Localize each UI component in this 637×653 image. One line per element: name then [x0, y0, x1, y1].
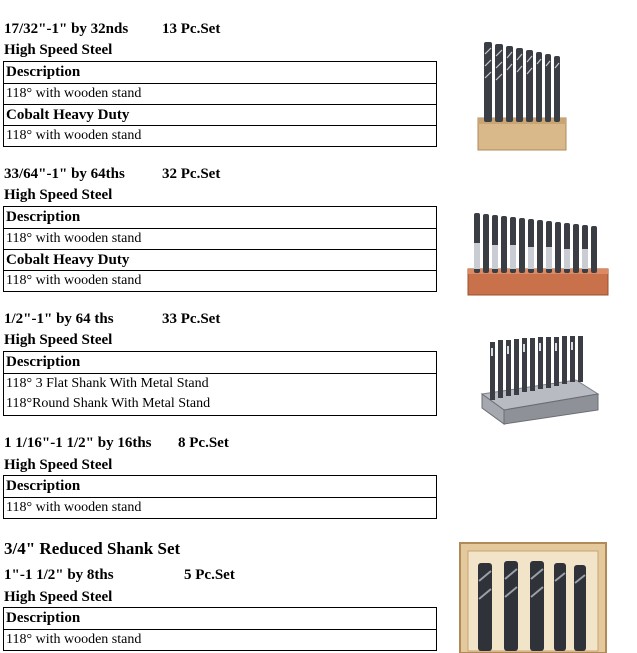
table-row: 118°Round Shank With Metal Stand: [6, 396, 211, 411]
set-piece-count: 33 Pc.Set: [162, 311, 221, 327]
table-header-description: Description: [6, 610, 81, 626]
set-size-title: [4, 20, 221, 38]
table-header-description: Description: [6, 209, 81, 225]
material-label: High Speed Steel: [4, 332, 113, 348]
spec-table: [3, 351, 437, 416]
set-size: 1 1/16"-1 1/2" by 16ths: [4, 435, 152, 451]
table-header-description: Description: [6, 478, 81, 494]
set-size-title: [4, 310, 221, 328]
set-piece-count: 8 Pc.Set: [178, 435, 229, 451]
set-piece-count: 32 Pc.Set: [162, 166, 221, 182]
spec-table: [3, 607, 437, 651]
table-header-description: Description: [6, 354, 81, 370]
material-label: High Speed Steel: [4, 589, 113, 605]
table-row: 118° with wooden stand: [4, 125, 436, 146]
set-size-title: [4, 434, 229, 452]
spec-table: [3, 61, 437, 147]
reduced-shank-heading: 3/4" Reduced Shank Set: [4, 539, 181, 558]
set-piece-count: 13 Pc.Set: [162, 21, 221, 37]
table-row: 118° 3 Flat Shank With Metal Stand: [4, 373, 436, 394]
table-header-cobalt: Cobalt Heavy Duty: [4, 104, 436, 125]
table-row: 118° with wooden stand: [4, 629, 436, 650]
material-label: High Speed Steel: [4, 187, 113, 203]
set-size: 33/64"-1" by 64ths: [4, 166, 125, 182]
drill-set-photo: [474, 34, 570, 154]
material-label: High Speed Steel: [4, 457, 113, 473]
drill-set-photo: [478, 334, 602, 426]
table-row: 118° with wooden stand: [4, 228, 436, 249]
table-header-description: Description: [6, 64, 81, 80]
set-size: 1/2"-1" by 64 ths: [4, 311, 114, 327]
table-row: 118° with wooden stand: [4, 83, 436, 104]
set-size: 17/32"-1" by 32nds: [4, 21, 129, 37]
set-piece-count: 5 Pc.Set: [184, 567, 235, 583]
spec-table: [3, 206, 437, 292]
table-row: 118° with wooden stand: [4, 270, 436, 291]
table-row: 118° with wooden stand: [4, 497, 436, 518]
table-header-cobalt: Cobalt Heavy Duty: [4, 249, 436, 270]
set-size-title: [4, 566, 235, 584]
set-size-title: [4, 165, 221, 183]
set-size: 1"-1 1/2" by 8ths: [4, 567, 114, 583]
drill-set-photo: [466, 207, 611, 299]
drill-set-photo: [458, 541, 608, 653]
spec-table: [3, 475, 437, 519]
material-label: High Speed Steel: [4, 42, 113, 58]
